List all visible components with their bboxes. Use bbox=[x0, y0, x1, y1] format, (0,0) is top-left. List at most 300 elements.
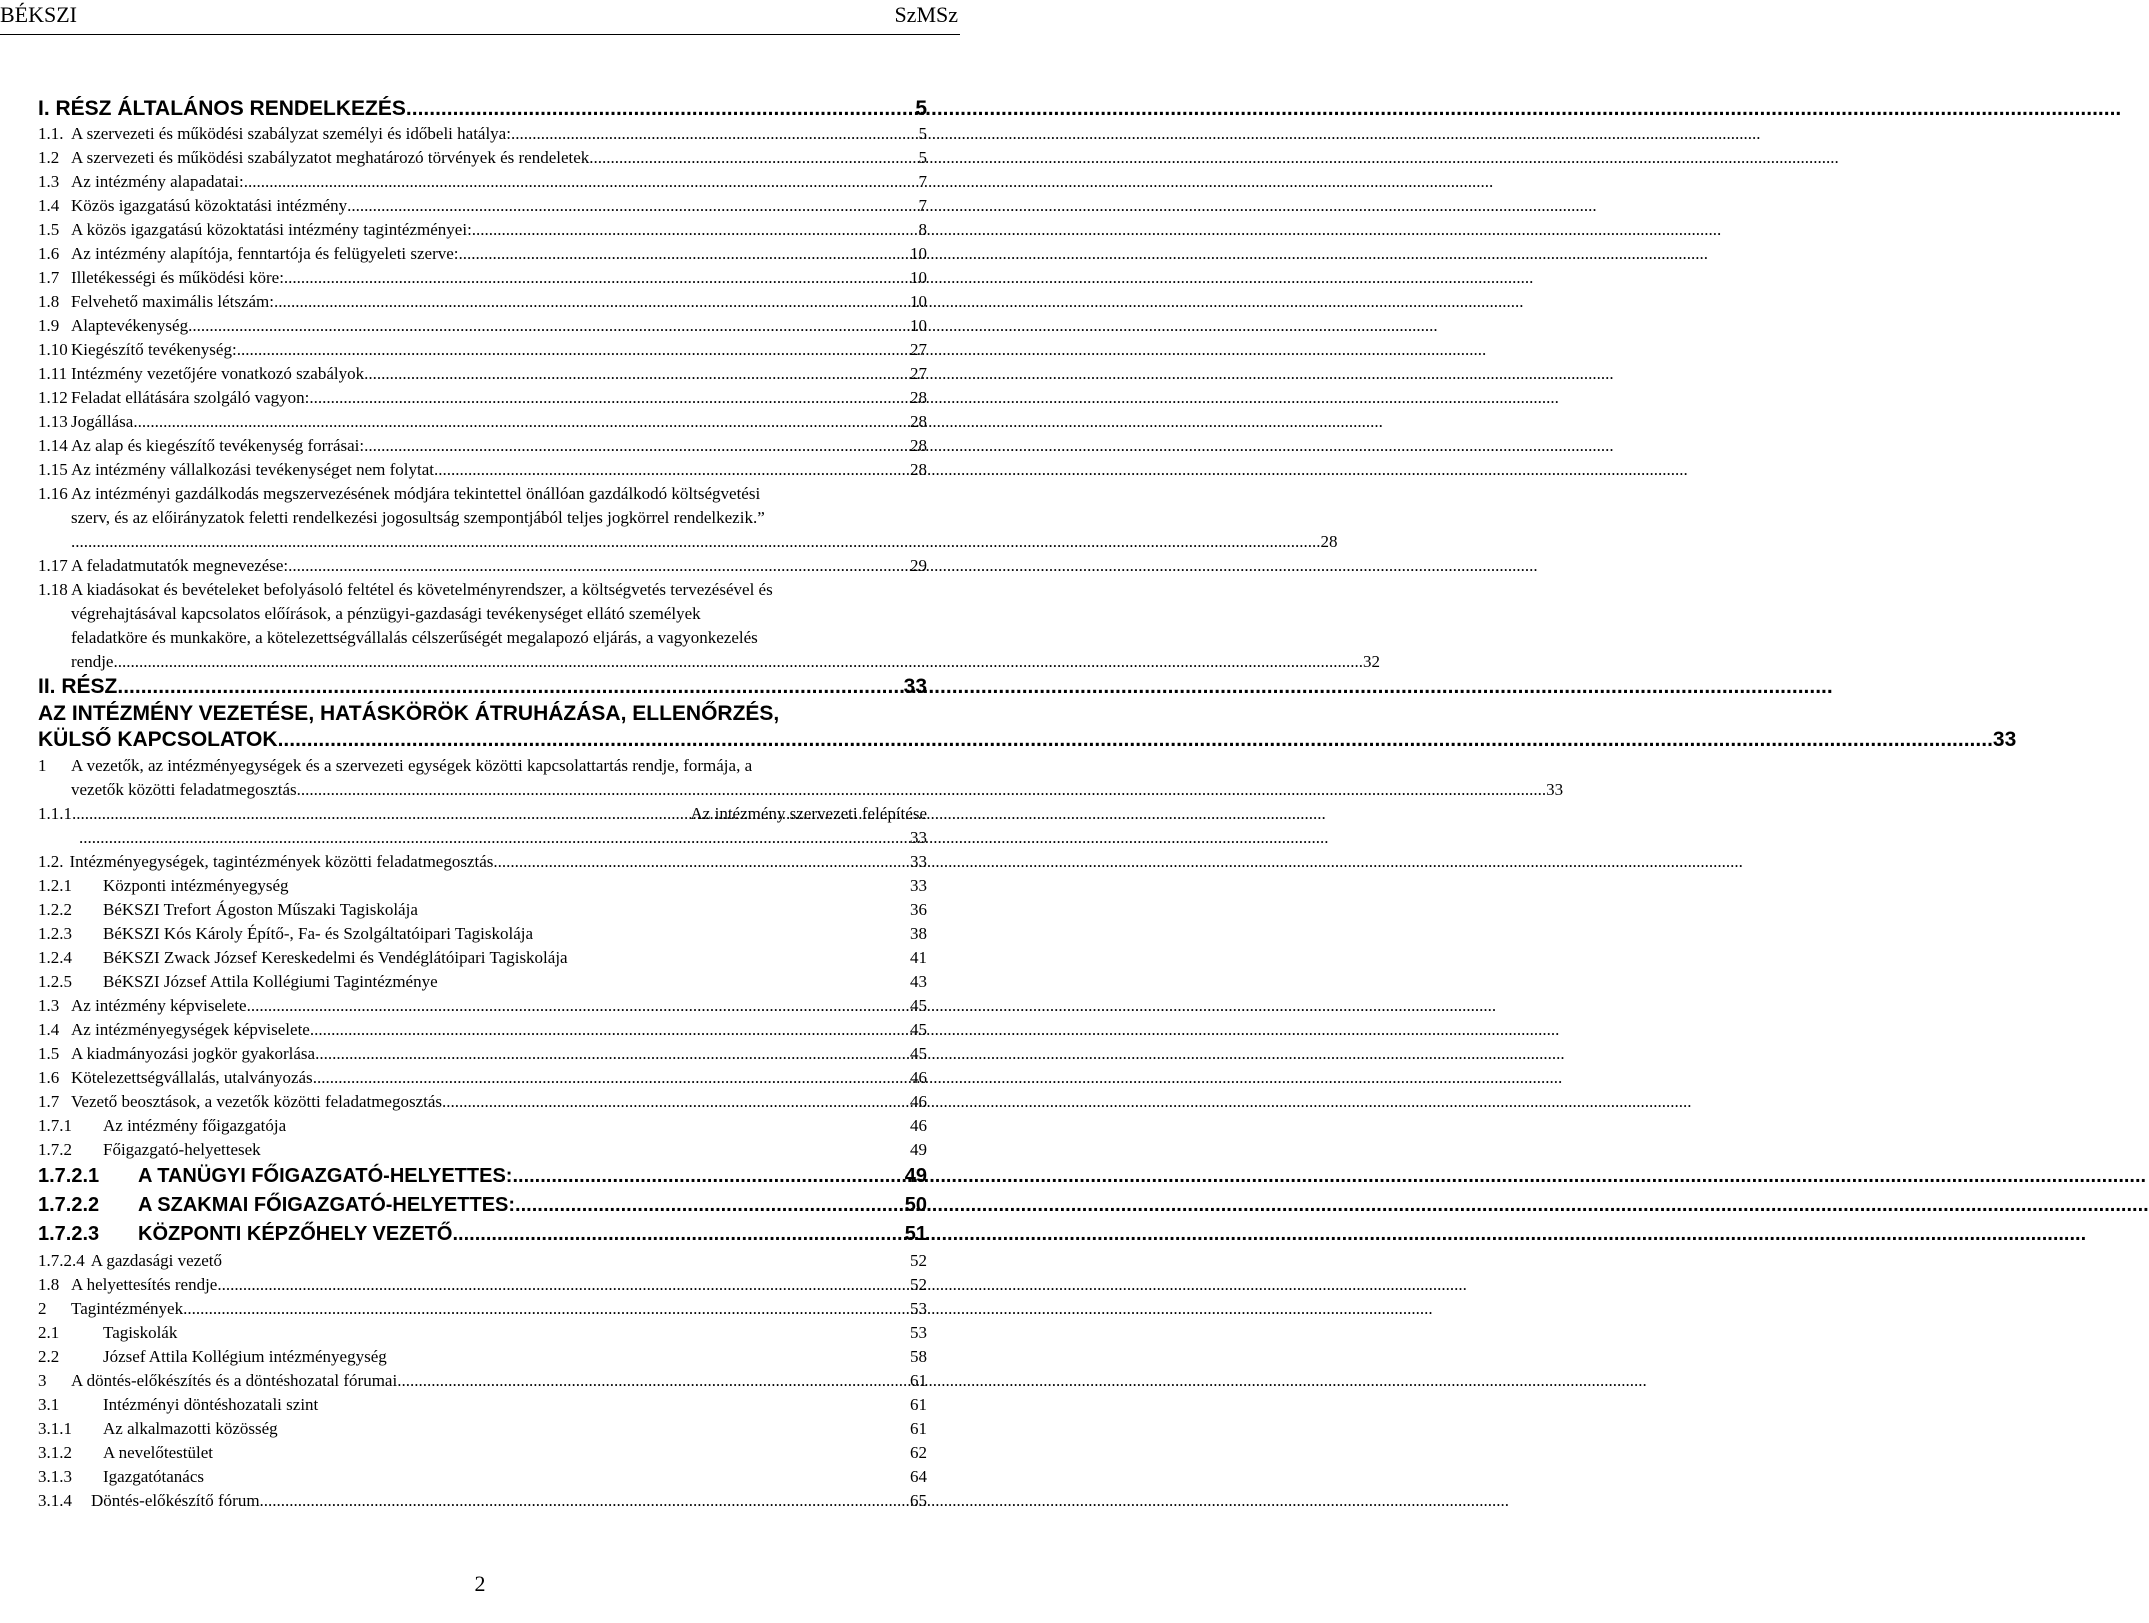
toc-entry[interactable] bbox=[38, 194, 927, 218]
dot-leader bbox=[364, 362, 910, 386]
dot-leader bbox=[438, 458, 910, 482]
toc-entry-line bbox=[38, 122, 927, 146]
toc-entry-body bbox=[71, 754, 1563, 802]
dot-leader bbox=[347, 194, 918, 218]
dot-leader bbox=[217, 1273, 910, 1297]
toc-entry[interactable] bbox=[38, 362, 927, 386]
toc-entry-line: szerv, és az előirányzatok feletti rendelkezési jogosultság szempontjából teljes jogkörrel rendelkezik.” bbox=[71, 508, 765, 527]
toc-entry-page: 52 bbox=[910, 1275, 927, 1294]
dot-leader bbox=[472, 218, 919, 242]
toc-entry[interactable] bbox=[38, 338, 927, 362]
toc-entry[interactable] bbox=[38, 1066, 927, 1090]
toc-entry-number: 3.1.2 bbox=[38, 1443, 72, 1462]
toc-entry-title: Főigazgató-helyettesek bbox=[103, 1140, 261, 1159]
toc-entry-line: A kiadásokat és bevételeket befolyásoló feltétel és követelményrendszer, a költségvetés tervezésével és bbox=[71, 580, 773, 599]
toc-entry-line bbox=[38, 146, 927, 170]
dot-leader bbox=[278, 727, 1993, 753]
toc-entry-page: 53 bbox=[910, 1323, 927, 1342]
toc-entry-title: Kiegészítő tevékenység: bbox=[71, 340, 237, 359]
toc-entry-line bbox=[38, 1489, 927, 1513]
toc-entry-page: 65 bbox=[910, 1491, 927, 1510]
toc-entry-number: 3.1 bbox=[38, 1395, 60, 1414]
dot-leader bbox=[459, 242, 910, 266]
toc-entry-title: Intézményegységek, tagintézmények közötti feladatmegosztás bbox=[69, 852, 494, 871]
toc-entry-last-line bbox=[71, 778, 1563, 802]
dot-leader bbox=[515, 1191, 905, 1220]
toc-entry-number: 1.4 bbox=[38, 1020, 60, 1039]
toc-entry-line bbox=[38, 362, 927, 386]
toc-entry[interactable] bbox=[38, 410, 927, 434]
toc-entry-number: 3.1.1 bbox=[38, 1419, 72, 1438]
toc-entry[interactable] bbox=[38, 1162, 927, 1191]
toc-entry-number: 1.7.2.3 bbox=[38, 1223, 100, 1245]
toc-entry-page: 33 bbox=[910, 852, 927, 871]
toc-entry-number: 2.2 bbox=[38, 1347, 60, 1366]
toc-entry[interactable] bbox=[38, 826, 927, 850]
toc-entry-title: BéKSZI Zwack József Kereskedelmi és Vendéglátóipari Tagiskolája bbox=[103, 948, 568, 967]
toc-entry[interactable] bbox=[38, 1114, 927, 1138]
toc-entry-line bbox=[38, 170, 927, 194]
toc-entry-number: 1.2.1 bbox=[38, 876, 72, 895]
toc-entry-last-line bbox=[38, 727, 2016, 753]
toc-entry-number: 1.11 bbox=[38, 364, 68, 383]
toc-entry-line bbox=[38, 1465, 927, 1489]
toc-entry-line bbox=[38, 674, 927, 700]
toc-entry-number: 3.1.4 bbox=[38, 1491, 72, 1510]
toc-entry-page: 61 bbox=[910, 1419, 927, 1438]
toc-entry-line bbox=[38, 1369, 927, 1393]
toc-entry-page: 10 bbox=[910, 268, 927, 287]
toc-entry-line: AZ INTÉZMÉNY VEZETÉSE, HATÁSKÖRÖK ÁTRUHÁZÁSA, ELLENŐRZÉS, bbox=[38, 702, 780, 725]
toc-entry-title: A kiadmányozási jogkör gyakorlása bbox=[71, 1044, 316, 1063]
table-of-contents bbox=[38, 95, 2017, 1513]
dot-leader bbox=[313, 1066, 910, 1090]
toc-entry-title: Központi intézményegység bbox=[103, 876, 289, 895]
dot-leader bbox=[397, 1369, 910, 1393]
dot-leader bbox=[79, 826, 910, 850]
toc-entry-title: A szervezeti és működési szabályzat személyi és időbeli hatálya: bbox=[71, 124, 511, 143]
toc-entry[interactable] bbox=[38, 266, 927, 290]
toc-entry-page: 5 bbox=[918, 148, 927, 167]
toc-entry-page: 49 bbox=[904, 1165, 927, 1187]
toc-entry-line bbox=[38, 266, 927, 290]
toc-entry-line bbox=[38, 290, 927, 314]
toc-entry-number: 1.1.1. bbox=[38, 804, 77, 823]
toc-entry[interactable] bbox=[38, 95, 927, 122]
toc-entry-number: 1.1. bbox=[38, 124, 64, 143]
toc-entry[interactable] bbox=[38, 434, 927, 458]
toc-entry-line bbox=[38, 1345, 927, 1369]
toc-entry-line bbox=[38, 242, 927, 266]
toc-entry[interactable] bbox=[38, 482, 1338, 554]
toc-entry-page: Az intézmény szervezeti felépítése bbox=[690, 804, 927, 823]
toc-entry-line bbox=[38, 1393, 927, 1417]
toc-entry[interactable] bbox=[38, 1297, 927, 1321]
toc-entry-page: 46 bbox=[910, 1116, 927, 1135]
dot-leader bbox=[364, 434, 910, 458]
toc-entry[interactable] bbox=[38, 1393, 927, 1417]
toc-entry-title: BéKSZI Trefort Ágoston Műszaki Tagiskolája bbox=[103, 900, 418, 919]
toc-entry-line bbox=[38, 826, 927, 850]
toc-entry-number: 1.2.5 bbox=[38, 972, 72, 991]
toc-entry-page: 28 bbox=[910, 412, 927, 431]
dot-leader bbox=[274, 290, 910, 314]
toc-entry-page: 45 bbox=[910, 996, 927, 1015]
toc-entry-line bbox=[38, 1018, 927, 1042]
toc-entry[interactable] bbox=[38, 578, 1380, 674]
toc-entry-line bbox=[38, 1297, 927, 1321]
toc-entry-line bbox=[38, 1441, 927, 1465]
toc-entry-title: Illetékességi és működési köre: bbox=[71, 268, 284, 287]
toc-entry-number: 1.5 bbox=[38, 1044, 60, 1063]
toc-entry-number: 1.13 bbox=[38, 412, 68, 431]
toc-entry-title: BéKSZI József Attila Kollégiumi Tagintézménye bbox=[103, 972, 438, 991]
toc-entry-number: 1.7 bbox=[38, 268, 60, 287]
toc-entry-title: A feladatmutatók megnevezése: bbox=[71, 556, 289, 575]
toc-entry-number: 1.7.2 bbox=[38, 1140, 72, 1159]
toc-entry-line bbox=[38, 434, 927, 458]
toc-entry-number: 1.6 bbox=[38, 1068, 60, 1087]
toc-entry-page: 28 bbox=[910, 436, 927, 455]
toc-entry-title: A közös igazgatású közoktatási intézmény tagintézményei: bbox=[71, 220, 472, 239]
toc-entry-page: 28 bbox=[1320, 532, 1338, 551]
toc-entry-page: 50 bbox=[904, 1194, 927, 1216]
toc-entry-title: vezetők közötti feladatmegosztás bbox=[71, 780, 297, 799]
toc-entry-line bbox=[38, 850, 927, 874]
dot-leader bbox=[589, 146, 918, 170]
toc-entry-title: A SZAKMAI FŐIGAZGATÓ-HELYETTES: bbox=[138, 1194, 516, 1216]
toc-entry-body bbox=[71, 482, 1338, 554]
toc-entry-title: A nevelőtestület bbox=[103, 1443, 214, 1462]
toc-entry-number: 1.10 bbox=[38, 340, 68, 359]
toc-entry-page: 28 bbox=[910, 460, 927, 479]
toc-entry-title: Döntés-előkészítő fórum bbox=[91, 1491, 260, 1510]
toc-entry-line bbox=[38, 946, 927, 970]
dot-leader bbox=[288, 554, 910, 578]
toc-entry-number: 1.3 bbox=[38, 172, 60, 191]
toc-entry-page: 43 bbox=[910, 972, 927, 991]
toc-entry-line bbox=[38, 386, 927, 410]
toc-entry[interactable] bbox=[38, 218, 927, 242]
toc-entry-number: 1.7.2.2 bbox=[38, 1194, 100, 1216]
toc-entry[interactable] bbox=[38, 146, 927, 170]
toc-entry[interactable] bbox=[38, 674, 927, 700]
toc-entry-page: 5 bbox=[915, 97, 927, 120]
toc-entry-page: 29 bbox=[910, 556, 927, 575]
toc-entry-last-line bbox=[71, 530, 1338, 554]
toc-entry[interactable] bbox=[38, 994, 927, 1018]
toc-entry-line bbox=[38, 1191, 927, 1220]
toc-entry[interactable] bbox=[38, 1465, 927, 1489]
toc-entry-title: A döntés-előkészítés és a döntéshozatal fórumai bbox=[71, 1371, 398, 1390]
toc-entry-title: Közös igazgatású közoktatási intézmény bbox=[71, 196, 348, 215]
toc-entry-line bbox=[38, 922, 927, 946]
toc-entry-line bbox=[38, 970, 927, 994]
toc-entry[interactable] bbox=[38, 1220, 927, 1249]
dot-leader bbox=[442, 1090, 910, 1114]
toc-entry-line bbox=[38, 1162, 927, 1191]
toc-entry-title: Jogállása bbox=[71, 412, 134, 431]
toc-entry-number: 2.1 bbox=[38, 1323, 60, 1342]
toc-entry-line bbox=[38, 338, 927, 362]
toc-entry-number: 1.7.2.1 bbox=[38, 1165, 100, 1187]
toc-entry-number: 1.2.3 bbox=[38, 924, 72, 943]
toc-entry[interactable] bbox=[38, 242, 927, 266]
toc-entry-title: Az intézmény főigazgatója bbox=[103, 1116, 287, 1135]
dot-leader bbox=[310, 1018, 910, 1042]
toc-entry-page: 33 bbox=[910, 828, 927, 847]
toc-entry-number: 1.6 bbox=[38, 244, 60, 263]
toc-entry-title: KÜLSŐ KAPCSOLATOK bbox=[38, 728, 278, 751]
toc-entry-page: 46 bbox=[910, 1068, 927, 1087]
toc-entry[interactable] bbox=[38, 1018, 927, 1042]
dot-leader bbox=[309, 386, 910, 410]
toc-entry[interactable] bbox=[38, 1369, 927, 1393]
toc-entry[interactable] bbox=[38, 802, 927, 826]
toc-entry-title: Az intézmény alapadatai: bbox=[71, 172, 244, 191]
dot-leader bbox=[493, 850, 910, 874]
toc-entry-page: 8 bbox=[918, 220, 927, 239]
toc-entry-line bbox=[38, 1138, 927, 1162]
toc-entry-page: 38 bbox=[910, 924, 927, 943]
toc-entry-title: II. RÉSZ bbox=[38, 675, 118, 698]
toc-entry-line bbox=[38, 458, 927, 482]
dot-leader bbox=[117, 674, 903, 700]
toc-entry[interactable] bbox=[38, 754, 1564, 802]
toc-entry[interactable] bbox=[38, 1090, 927, 1114]
toc-entry[interactable] bbox=[38, 290, 927, 314]
toc-entry-title: A helyettesítés rendje bbox=[71, 1275, 218, 1294]
toc-entry-title: Alaptevékenység bbox=[71, 316, 189, 335]
toc-entry-title: József Attila Kollégium intézményegység bbox=[103, 1347, 387, 1366]
toc-entry-title: Az intézmény alapítója, fenntartója és felügyeleti szerve: bbox=[71, 244, 459, 263]
dot-leader bbox=[71, 530, 1321, 554]
dot-leader bbox=[113, 650, 1363, 674]
toc-entry-line bbox=[38, 194, 927, 218]
toc-entry-number: 1 bbox=[38, 756, 47, 775]
toc-entry-number: 1.12 bbox=[38, 388, 68, 407]
toc-entry-number: 1.18 bbox=[38, 580, 68, 599]
toc-entry-title: Tagiskolák bbox=[103, 1323, 178, 1342]
toc-entry-page: 33 bbox=[910, 876, 927, 895]
toc-entry-title: Intézményi döntéshozatali szint bbox=[103, 1395, 319, 1414]
toc-entry-page: 33 bbox=[1992, 728, 2017, 751]
toc-entry-page: 62 bbox=[910, 1443, 927, 1462]
toc-entry-page: 53 bbox=[910, 1299, 927, 1318]
dot-leader bbox=[237, 338, 910, 362]
toc-entry-title: BéKSZI Kós Károly Építő-, Fa- és Szolgáltatóipari Tagiskolája bbox=[103, 924, 534, 943]
toc-entry-line bbox=[38, 1066, 927, 1090]
toc-entry-page: 33 bbox=[1546, 780, 1564, 799]
toc-entry[interactable] bbox=[38, 1191, 927, 1220]
toc-entry[interactable] bbox=[38, 1138, 927, 1162]
toc-entry-line bbox=[38, 1114, 927, 1138]
toc-entry-number: 1.7 bbox=[38, 1092, 60, 1111]
toc-entry-line bbox=[38, 1273, 927, 1297]
dot-leader bbox=[511, 122, 919, 146]
dot-leader bbox=[453, 1220, 905, 1249]
toc-entry-number: 1.8 bbox=[38, 292, 60, 311]
dot-leader bbox=[133, 410, 910, 434]
toc-entry-page: 27 bbox=[910, 340, 927, 359]
dot-leader bbox=[76, 802, 690, 826]
toc-entry-number: 1.8 bbox=[38, 1275, 60, 1294]
toc-entry-page: 36 bbox=[910, 900, 927, 919]
dot-leader bbox=[512, 1162, 904, 1191]
toc-entry-page: 58 bbox=[910, 1347, 927, 1366]
toc-entry[interactable] bbox=[38, 1417, 927, 1441]
toc-entry-title: A gazdasági vezető bbox=[90, 1251, 222, 1270]
toc-entry-page: 7 bbox=[918, 196, 927, 215]
toc-entry-line: Az intézményi gazdálkodás megszervezésének módjára tekintettel önállóan gazdálkodó költségvetési bbox=[71, 484, 761, 503]
toc-entry[interactable] bbox=[38, 922, 927, 946]
toc-entry-line bbox=[38, 1321, 927, 1345]
toc-entry[interactable] bbox=[38, 701, 2017, 753]
toc-entry-number: 1.2.4 bbox=[38, 948, 72, 967]
toc-entry-page: 33 bbox=[903, 675, 927, 698]
toc-entry[interactable] bbox=[38, 1042, 927, 1066]
dot-leader bbox=[188, 314, 910, 338]
dot-leader bbox=[247, 994, 910, 1018]
dot-leader bbox=[260, 1489, 910, 1513]
toc-entry-line bbox=[38, 874, 927, 898]
toc-entry-number: 1.4 bbox=[38, 196, 60, 215]
toc-entry-line bbox=[38, 1417, 927, 1441]
toc-entry-title: Az intézményegységek képviselete bbox=[71, 1020, 310, 1039]
toc-entry-last-line bbox=[71, 650, 1380, 674]
toc-entry-title: A TANÜGYI FŐIGAZGATÓ-HELYETTES: bbox=[138, 1165, 513, 1187]
toc-entry-title: Intézmény vezetőjére vonatkozó szabályok bbox=[71, 364, 365, 383]
dot-leader bbox=[406, 95, 915, 122]
toc-entry-line bbox=[38, 994, 927, 1018]
header-title-left: BÉKSZI bbox=[0, 2, 77, 27]
toc-entry-number: 1.7.2.4 bbox=[38, 1251, 85, 1270]
toc-entry-page: 7 bbox=[918, 172, 927, 191]
toc-entry-page: 27 bbox=[910, 364, 927, 383]
toc-entry[interactable] bbox=[38, 1321, 927, 1345]
toc-entry-line bbox=[38, 1042, 927, 1066]
toc-entry[interactable] bbox=[38, 1273, 927, 1297]
toc-entry-line bbox=[38, 554, 927, 578]
toc-entry-page: 28 bbox=[910, 388, 927, 407]
toc-entry-number: 2 bbox=[38, 1299, 47, 1318]
toc-entry[interactable] bbox=[38, 874, 927, 898]
toc-entry-line: feladatköre és munkaköre, a kötelezettségvállalás célszerűségét megalapozó eljárás, a vagyonkezelés bbox=[71, 628, 758, 647]
toc-entry-title: rendje bbox=[71, 652, 114, 671]
toc-entry-title: Igazgatótanács bbox=[103, 1467, 204, 1486]
dot-leader bbox=[244, 170, 919, 194]
toc-entry[interactable] bbox=[38, 314, 927, 338]
toc-entry[interactable] bbox=[38, 122, 927, 146]
toc-entry-line bbox=[38, 95, 927, 122]
toc-entry[interactable] bbox=[38, 170, 927, 194]
toc-entry-title: Kötelezettségvállalás, utalványozás bbox=[71, 1068, 313, 1087]
toc-entry[interactable] bbox=[38, 850, 927, 874]
toc-entry-title: Feladat ellátására szolgáló vagyon: bbox=[71, 388, 310, 407]
toc-entry-title: Tagintézmények bbox=[71, 1299, 184, 1318]
toc-entry-number: 1.5 bbox=[38, 220, 60, 239]
header-title-right: SzMSz bbox=[894, 2, 958, 27]
toc-entry-number: 1.2 bbox=[38, 148, 60, 167]
toc-entry-title: KÖZPONTI KÉPZŐHELY VEZETŐ bbox=[138, 1223, 453, 1245]
toc-entry-page: 49 bbox=[910, 1140, 927, 1159]
toc-entry-title: Az intézmény vállalkozási tevékenységet nem folytat. bbox=[71, 460, 439, 479]
toc-entry-line bbox=[38, 1090, 927, 1114]
dot-leader bbox=[297, 778, 1547, 802]
toc-entry-line bbox=[38, 218, 927, 242]
toc-entry-page: 61 bbox=[910, 1371, 927, 1390]
toc-entry-line: végrehajtásával kapcsolatos előírások, a pénzügyi-gazdasági tevékenységet ellátó személyek bbox=[71, 604, 701, 623]
toc-entry-line bbox=[38, 410, 927, 434]
toc-entry-body bbox=[38, 701, 2016, 753]
toc-entry-line bbox=[38, 802, 927, 826]
toc-entry[interactable] bbox=[38, 554, 927, 578]
toc-entry-title: I. RÉSZ ÁLTALÁNOS RENDELKEZÉS bbox=[38, 97, 406, 120]
toc-entry-title: Az alap és kiegészítő tevékenység forrásai: bbox=[71, 436, 365, 455]
toc-entry-number: 1.16 bbox=[38, 484, 68, 503]
toc-entry[interactable] bbox=[38, 898, 927, 922]
toc-entry-line bbox=[38, 898, 927, 922]
toc-entry-title: Az intézmény képviselete bbox=[71, 996, 247, 1015]
toc-entry-page: 5 bbox=[918, 124, 927, 143]
toc-entry-number: 3 bbox=[38, 1371, 47, 1390]
toc-entry-line bbox=[38, 314, 927, 338]
toc-entry-number: 1.9 bbox=[38, 316, 60, 335]
toc-entry[interactable] bbox=[38, 1345, 927, 1369]
toc-entry[interactable] bbox=[38, 386, 927, 410]
toc-entry-number: 3.1.3 bbox=[38, 1467, 72, 1486]
toc-entry-page: 52 bbox=[910, 1251, 927, 1270]
toc-entry-page: 10 bbox=[910, 316, 927, 335]
toc-entry-number: 1.15 bbox=[38, 460, 68, 479]
toc-entry[interactable] bbox=[38, 1441, 927, 1465]
header-rule bbox=[0, 34, 960, 35]
toc-entry[interactable] bbox=[38, 1489, 927, 1513]
dot-leader bbox=[183, 1297, 910, 1321]
toc-entry-number: 1.3 bbox=[38, 996, 60, 1015]
toc-entry-page: 41 bbox=[910, 948, 927, 967]
dot-leader bbox=[315, 1042, 910, 1066]
toc-entry-number: 1.2. bbox=[38, 852, 64, 871]
toc-entry-page: 51 bbox=[904, 1223, 927, 1245]
toc-entry-title: Az alkalmazotti közösség bbox=[103, 1419, 278, 1438]
toc-entry-page: 10 bbox=[910, 244, 927, 263]
toc-entry-number: 1.2.2 bbox=[38, 900, 72, 919]
toc-entry-line bbox=[38, 1220, 927, 1249]
toc-entry[interactable] bbox=[38, 1249, 927, 1273]
dot-leader bbox=[284, 266, 910, 290]
page-number: 2 bbox=[474, 1571, 486, 1596]
toc-entry-page: 61 bbox=[910, 1395, 927, 1414]
toc-entry-number: 1.7.1 bbox=[38, 1116, 72, 1135]
toc-entry[interactable] bbox=[38, 458, 927, 482]
toc-entry-page: 46 bbox=[910, 1092, 927, 1111]
toc-entry-page: 45 bbox=[910, 1020, 927, 1039]
toc-entry-body bbox=[71, 578, 1380, 674]
toc-entry-line bbox=[38, 1249, 927, 1273]
toc-entry-page: 32 bbox=[1362, 652, 1380, 671]
toc-entry-number: 1.14 bbox=[38, 436, 68, 455]
toc-entry-title: Vezető beosztások, a vezetők közötti feladatmegosztás bbox=[71, 1092, 443, 1111]
toc-entry-number: 1.17 bbox=[38, 556, 68, 575]
toc-entry[interactable] bbox=[38, 946, 927, 970]
toc-entry[interactable] bbox=[38, 970, 927, 994]
toc-entry-page: 64 bbox=[910, 1467, 927, 1486]
toc-entry-line: A vezetők, az intézményegységek és a szervezeti egységek közötti kapcsolattartás rendje, formája, a bbox=[71, 756, 753, 775]
toc-entry-page: 45 bbox=[910, 1044, 927, 1063]
toc-entry-page: 10 bbox=[910, 292, 927, 311]
toc-entry-title: Felvehető maximális létszám: bbox=[71, 292, 275, 311]
